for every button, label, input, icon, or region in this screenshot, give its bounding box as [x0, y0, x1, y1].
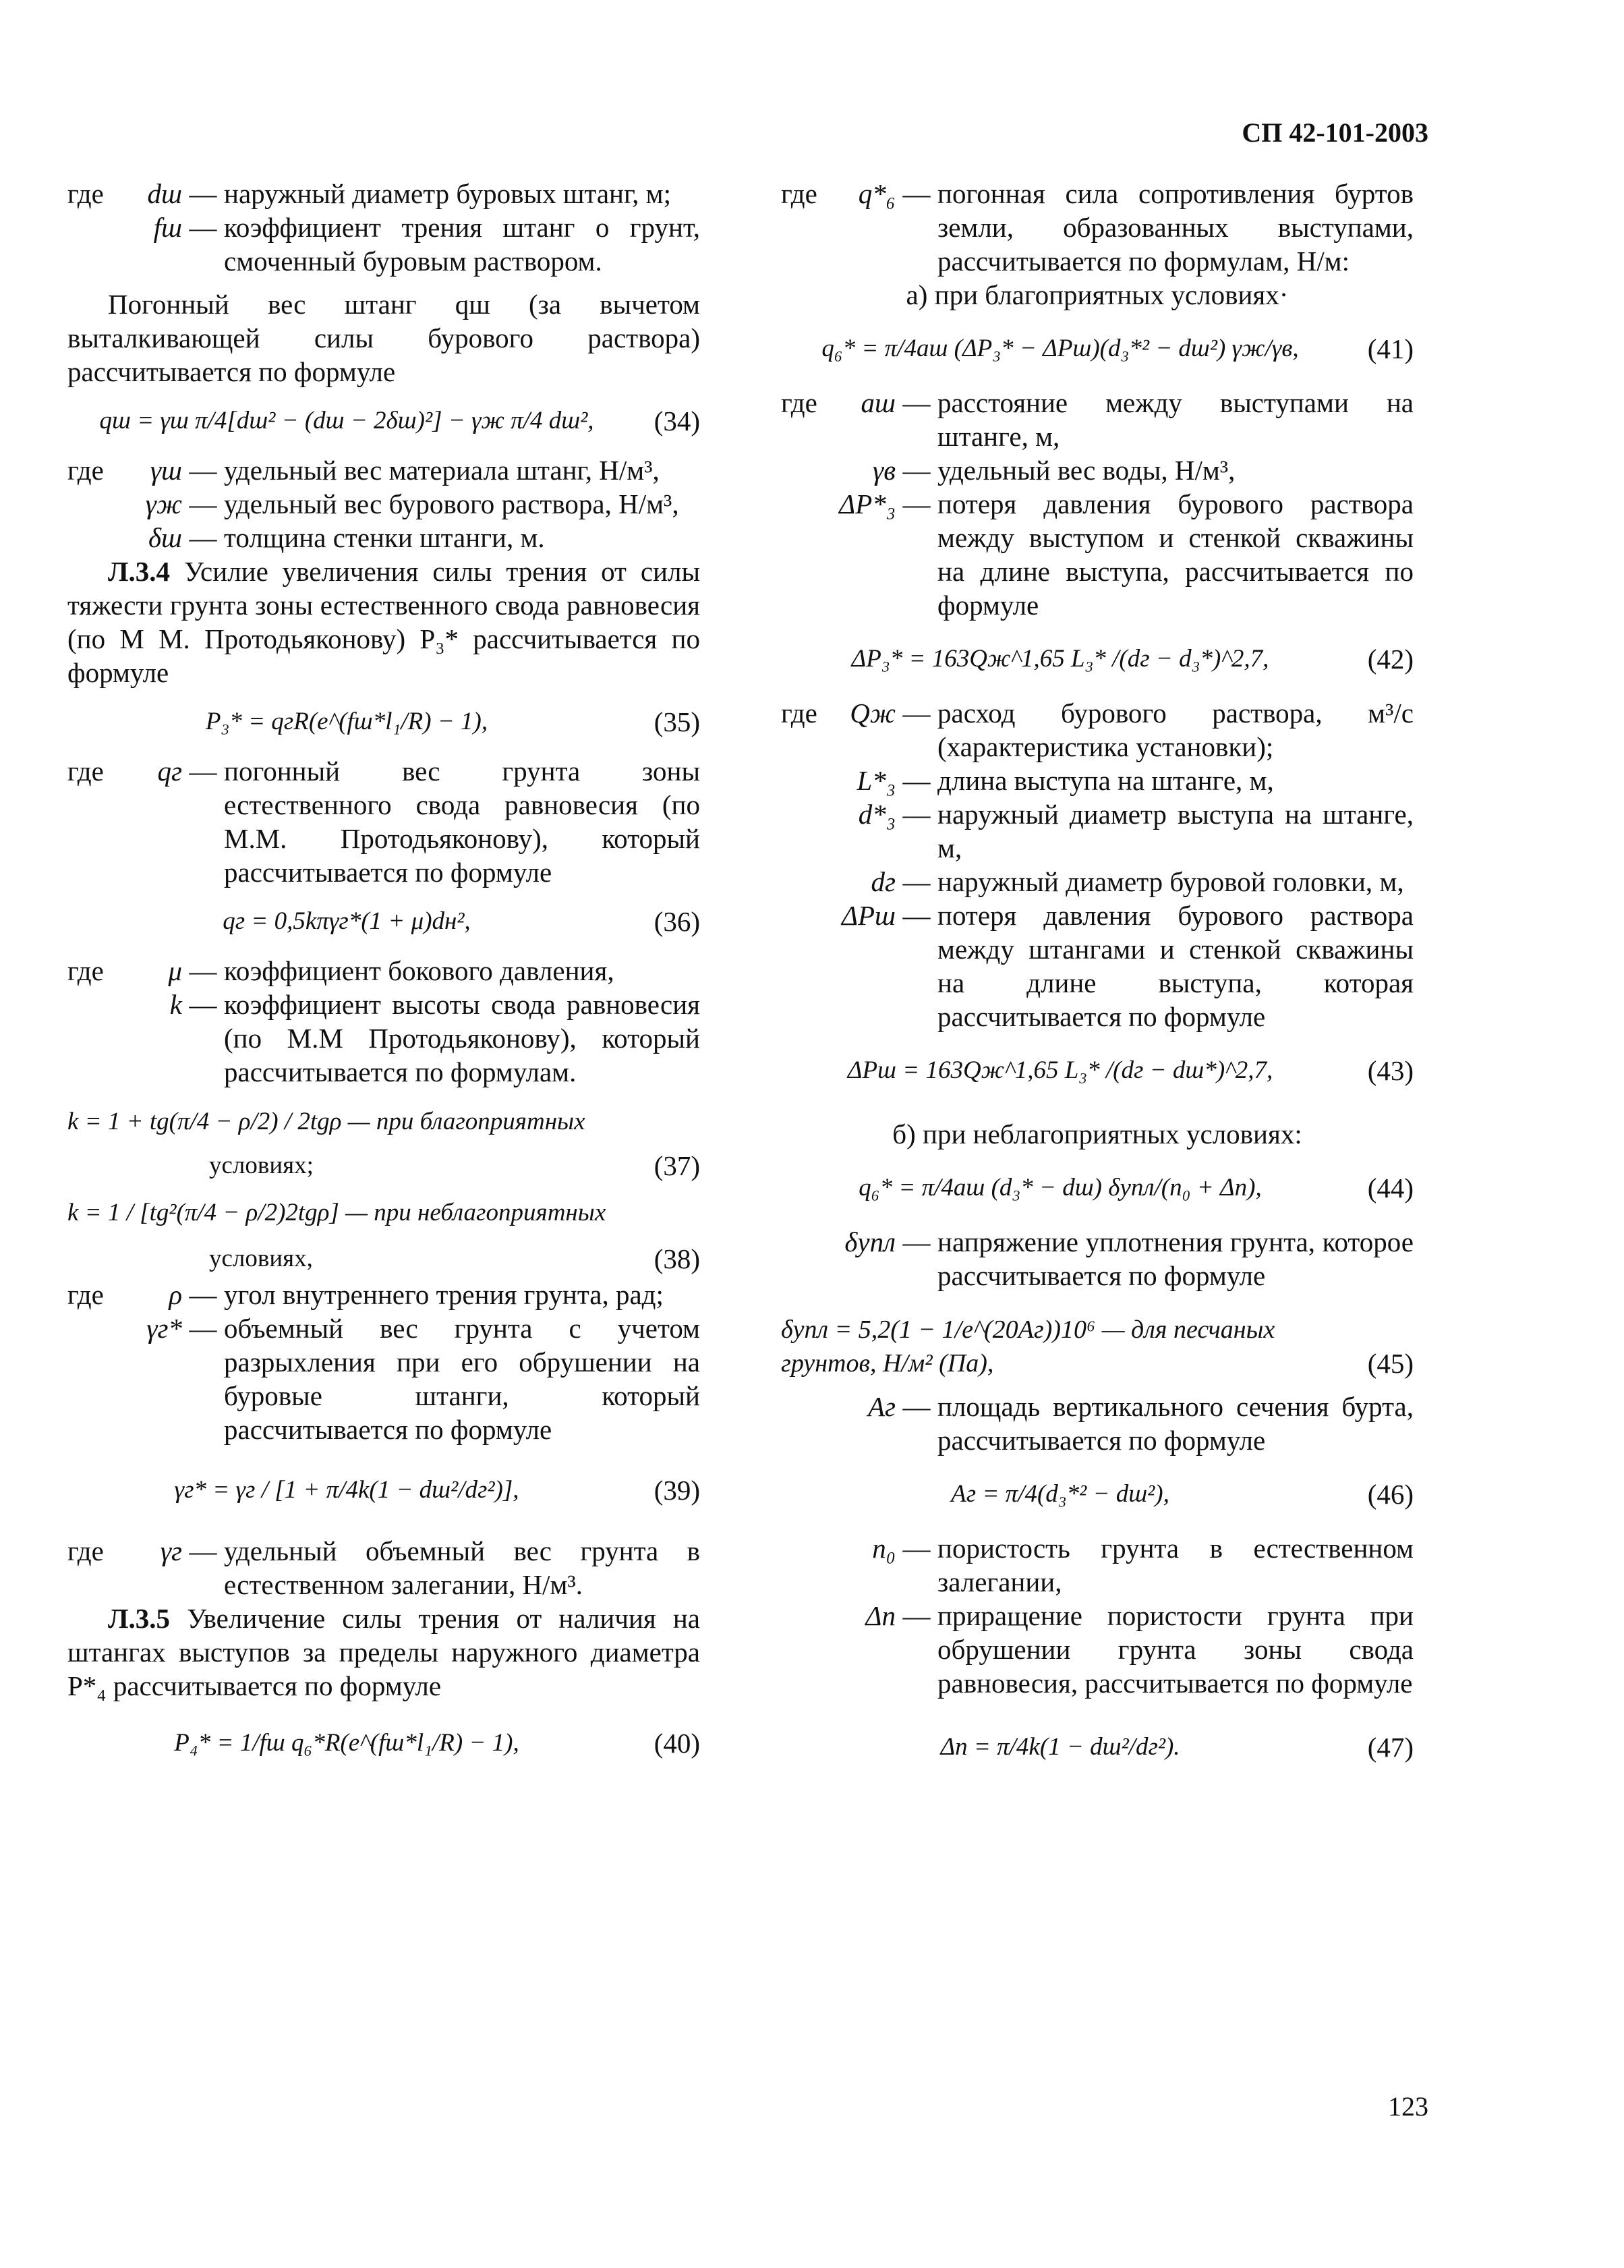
formula-number: (45) [1367, 1348, 1414, 1379]
definition-row [67, 210, 700, 278]
where-word: где [67, 1279, 104, 1310]
em-dash: — [902, 698, 931, 729]
definitions-r2 [781, 386, 1414, 622]
definition-text: объемный вес грунта с учетом разрыхления при его обрушении на буровые штанги, который рассчитывается по формуле [224, 1313, 700, 1445]
formula-expression: k = 1 + tg(π/4 − ρ/2) / 2tgρ — при благоприятных [67, 1108, 585, 1135]
formula-45 [781, 1313, 1414, 1380]
formula-number: (38) [654, 1243, 700, 1274]
definition-row [781, 899, 1414, 1033]
formula-41 [781, 312, 1414, 386]
right-column [781, 177, 1414, 1794]
formula-47 [781, 1700, 1414, 1794]
formula-number: (36) [654, 906, 700, 937]
symbol: n₀ [872, 1533, 896, 1564]
em-dash: — [902, 1600, 931, 1631]
definition-text: площадь вертикального сечения бурта, рассчитывается по формуле [937, 1391, 1414, 1456]
formula-42 [781, 622, 1414, 696]
formula-number: (44) [1367, 1172, 1414, 1203]
definition-row [781, 797, 1414, 865]
definition-row [67, 1534, 700, 1601]
definitions-1 [67, 177, 700, 278]
em-dash: — [902, 455, 931, 486]
definition-row [781, 453, 1414, 487]
definition-text: потеря давления бурового раствора между штангами и стенкой скважины на длине выступа, которая рассчитывается по формуле [937, 900, 1414, 1032]
formula-number: (39) [654, 1475, 700, 1506]
definition-text: наружный диаметр буровой головки, м, [937, 866, 1404, 897]
definition-row [781, 764, 1414, 797]
em-dash: — [189, 955, 217, 986]
formula-expression: qг = 0,5kπγг*(1 + μ)dн², [223, 907, 471, 935]
formula-35 [67, 689, 700, 754]
definition-row [781, 1390, 1414, 1457]
definition-row [781, 386, 1414, 453]
symbol: Δn [865, 1600, 896, 1631]
formula-expression: k = 1 / [tg²(π/4 − ρ/2)2tgρ] — при неблагоприятных [67, 1199, 606, 1226]
em-dash: — [189, 989, 217, 1020]
symbol: qг [157, 756, 182, 787]
definition-row [781, 1531, 1414, 1599]
symbol: fш [153, 212, 182, 243]
definition-row [67, 453, 700, 487]
symbol: γг* [146, 1313, 182, 1344]
symbol: γш [150, 455, 182, 486]
formula-46 [781, 1457, 1414, 1531]
where-word: где [67, 178, 104, 209]
definitions-4 [67, 954, 700, 1089]
symbol: δш [148, 522, 182, 553]
definition-row [67, 521, 700, 555]
em-dash: — [189, 1279, 217, 1310]
definition-text: коэффициент бокового давления, [224, 955, 614, 986]
definition-row [67, 754, 700, 889]
where-word: где [781, 387, 817, 418]
formula-38-cont [67, 1240, 700, 1278]
symbol: k [169, 989, 182, 1020]
formula-36 [67, 889, 700, 954]
em-dash: — [902, 1533, 931, 1564]
symbol: L*₃ [857, 765, 896, 796]
em-dash: — [902, 1391, 931, 1422]
formula-39 [67, 1446, 700, 1534]
em-dash: — [902, 765, 931, 796]
definitions-r3 [781, 696, 1414, 1033]
definition-row [781, 696, 1414, 764]
em-dash: — [189, 178, 217, 209]
em-dash: — [189, 455, 217, 486]
definitions-r6 [781, 1531, 1414, 1700]
formula-number: (34) [654, 405, 700, 436]
em-dash: — [189, 756, 217, 787]
em-dash: — [189, 1313, 217, 1344]
definition-row [781, 487, 1414, 622]
formula-expression: ΔP₃* = 163Qж^1,65 L₃* /(dг − d₃*)^2,7, [851, 645, 1269, 673]
symbol: δупл [844, 1226, 896, 1257]
definition-text: напряжение уплотнения грунта, которое рассчитывается по формуле [937, 1226, 1414, 1291]
condition-b: б) при неблагоприятных условиях: [892, 1118, 1302, 1150]
symbol: ΔP*₃ [839, 488, 896, 519]
definition-row [781, 865, 1414, 899]
where-word: где [781, 178, 817, 209]
definition-row [67, 177, 700, 210]
definition-text: потеря давления бурового раствора между выступом и стенкой скважины на длине выступа, рассчитывается по формуле [937, 488, 1414, 621]
definitions-5 [67, 1278, 700, 1446]
symbol: q*₆ [858, 178, 896, 209]
definition-row [67, 1278, 700, 1311]
formula-number: (40) [654, 1728, 700, 1759]
definition-row [781, 177, 1414, 278]
formula-condition: условиях, [209, 1245, 313, 1272]
formula-expression: q₆* = π/4aш (ΔP₃* − ΔPш)(d₃*² − dш²) γж/γв, [821, 335, 1299, 362]
symbol: Aг [867, 1391, 896, 1422]
where-word: где [67, 756, 104, 787]
formula-condition: условиях; [209, 1152, 314, 1179]
symbol: ΔPш [841, 900, 896, 931]
formula-number: (47) [1367, 1732, 1414, 1763]
definition-text: удельный объемный вес грунта в естественном залегании, Н/м³. [224, 1535, 700, 1600]
em-dash: — [902, 1226, 931, 1257]
section-paragraph [67, 555, 700, 689]
definition-row [67, 1311, 700, 1446]
formula-expression: qш = γш π/4[dш² − (dш − 2δш)²] − γж π/4 dш², [99, 407, 594, 434]
definition-row [781, 1599, 1414, 1700]
section-number: Л.3.4 [108, 556, 171, 587]
symbol: ρ [169, 1279, 182, 1310]
em-dash: — [902, 799, 931, 830]
em-dash: — [902, 387, 931, 418]
section-number: Л.3.5 [108, 1603, 171, 1634]
where-word: где [781, 698, 817, 729]
formula-expression: Aг = π/4(d₃*² − dш²), [951, 1480, 1169, 1508]
em-dash: — [902, 900, 931, 931]
definition-row [67, 954, 700, 988]
document-code-header: СП 42-101-2003 [1242, 117, 1428, 148]
formula-number: (42) [1367, 644, 1414, 675]
formula-number: (46) [1367, 1479, 1414, 1510]
formula-44 [781, 1151, 1414, 1225]
definition-text: расход бурового раствора, м³/с (характеристика установки); [937, 698, 1414, 762]
formula-expression: q₆* = π/4aш (d₃* − dш) δупл/(n₀ + Δn), [859, 1174, 1262, 1201]
definitions-2 [67, 453, 700, 555]
formula-expression: P₃* = qгR(e^(fш*l₁/R) − 1), [205, 708, 488, 735]
definition-text: удельный вес бурового раствора, Н/м³, [224, 488, 679, 519]
formula-number: (41) [1367, 333, 1414, 364]
definition-text: погонная сила сопротивления буртов земли, образованных выступами, рассчитывается по формулам, Н/м: [937, 178, 1414, 277]
where-word: где [67, 455, 104, 486]
formula-40 [67, 1703, 700, 1784]
formula-expression: Δn = π/4k(1 − dш²/dг²). [940, 1733, 1180, 1761]
definition-text: удельный вес материала штанг, Н/м³, [224, 455, 660, 486]
symbol: γг [160, 1535, 182, 1566]
definition-text: толщина стенки штанги, м. [224, 522, 545, 553]
definition-text: коэффициент высоты свода равновесия (по М.М Протодьяконову), который рассчитывается по формулам. [224, 989, 700, 1087]
formula-expression: γг* = γг / [1 + π/4k(1 − dш²/dг²)], [174, 1476, 519, 1504]
em-dash: — [189, 1535, 217, 1566]
definition-text: погонный вес грунта зоны естественного свода равновесия (по М.М. Протодьяконову), который рассчитывается по формуле [224, 756, 700, 888]
formula-expression: P₄* = 1/fш q₆*R(e^(fш*l₁/R) − 1), [174, 1729, 519, 1757]
em-dash: — [902, 178, 931, 209]
definition-text: удельный вес воды, Н/м³, [937, 455, 1236, 486]
symbol: dш [147, 178, 182, 209]
definition-row [67, 487, 700, 521]
symbol: Qж [850, 698, 896, 729]
formula-number: (37) [654, 1150, 700, 1181]
symbol: γв [873, 455, 896, 486]
formula-34 [67, 389, 700, 453]
formula-number: (43) [1367, 1055, 1414, 1086]
em-dash: — [189, 212, 217, 243]
symbol: dг [871, 866, 896, 897]
definition-row [781, 1225, 1414, 1293]
condition-a: а) при благоприятных условиях· [906, 279, 1289, 310]
page-number: 123 [1388, 2091, 1428, 2122]
em-dash: — [189, 522, 217, 553]
em-dash: — [902, 488, 931, 519]
definition-row [67, 988, 700, 1089]
formula-number: (35) [654, 706, 700, 737]
definition-text: расстояние между выступами на штанге, м, [937, 387, 1414, 452]
definition-text: наружный диаметр буровых штанг, м; [224, 178, 671, 209]
formula-expression: δупл = 5,2(1 − 1/e^(20Aг))10⁶ — для песчаных грунтов, Н/м² (Па), [781, 1315, 1275, 1378]
formula-37 [67, 1098, 700, 1145]
section-text: Усилие увеличения силы трения от силы тяжести грунта зоны естественного свода равновесия (по М М. Протодьяконову) P₃* рассчитывается по формуле [67, 556, 700, 688]
section-text: Увеличение силы трения от наличия на штангах выступов за пределы наружного диаметра P*₄ рассчитывается по формуле [67, 1603, 700, 1701]
formula-37-cont [67, 1145, 700, 1186]
formula-38 [67, 1186, 700, 1240]
formula-expression: ΔPш = 163Qж^1,65 L₃* /(dг − dш*)^2,7, [847, 1056, 1273, 1084]
paragraph: Погонный вес штанг qш (за вычетом выталкивающей силы бурового раствора) рассчитывается по формуле [67, 289, 700, 387]
formula-43 [781, 1033, 1414, 1108]
definition-text: наружный диаметр выступа на штанге, м, [937, 799, 1414, 863]
definition-text: приращение пористости грунта при обрушении грунта зоны свода равновесия, рассчитывается по формуле [937, 1600, 1414, 1699]
symbol: d*₃ [858, 799, 896, 830]
left-column [67, 177, 700, 1784]
definition-text: угол внутреннего трения грунта, рад; [224, 1279, 664, 1310]
em-dash: — [189, 488, 217, 519]
em-dash: — [902, 866, 931, 897]
symbol: γж [145, 488, 182, 519]
symbol: μ [168, 955, 182, 986]
where-word: где [67, 1535, 104, 1566]
section-paragraph [67, 1601, 700, 1703]
symbol: aш [861, 387, 896, 418]
definition-text: длина выступа на штанге, м, [937, 765, 1274, 796]
where-word: где [67, 955, 104, 986]
definition-text: коэффициент трения штанг о грунт, смоченный буровым раствором. [224, 212, 700, 277]
definition-text: пористость грунта в естественном залегании, [937, 1533, 1414, 1597]
